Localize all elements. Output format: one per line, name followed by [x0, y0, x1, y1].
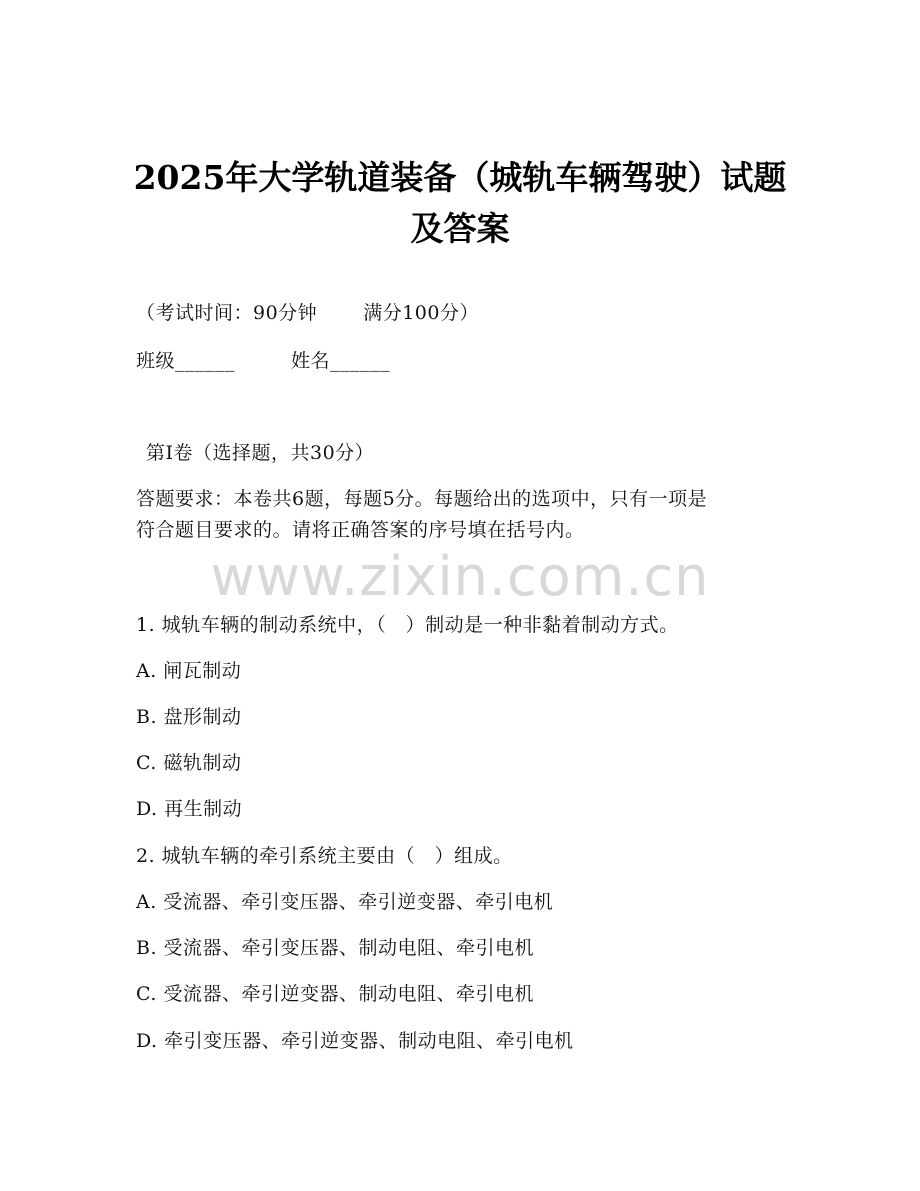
student-info-line [136, 348, 390, 374]
question-option: B. 受流器、牵引变压器、制动电阻、牵引电机 [136, 937, 535, 959]
question-option: D. 再生制动 [136, 798, 243, 820]
exam-time: （考试时间：90分钟 [136, 302, 318, 324]
question-option: C. 受流器、牵引逆变器、制动电阻、牵引电机 [136, 983, 534, 1005]
instructions-line-1: 答题要求：本卷共6题，每题5分。每题给出的选项中，只有一项是 [136, 488, 708, 510]
question-option: C. 磁轨制动 [136, 752, 242, 774]
class-field-label: 班级______ [136, 350, 236, 372]
full-score: 满分100分） [363, 302, 479, 324]
name-field-label: 姓名______ [291, 350, 391, 372]
question-option: D. 牵引变压器、牵引逆变器、制动电阻、牵引电机 [136, 1030, 574, 1052]
question-option: A. 闸瓦制动 [136, 660, 242, 682]
section-title: 第I卷（选择题，共30分） [146, 442, 375, 464]
document-title-line-1: 2025年大学轨道装备（城轨车辆驾驶）试题 [133, 158, 787, 197]
instructions-line-2: 符合题目要求的。请将正确答案的序号填在括号内。 [136, 519, 585, 541]
exam-info-line [136, 300, 479, 326]
question-stem: 2. 城轨车辆的牵引系统主要由（ ）组成。 [136, 845, 513, 867]
question-option: A. 受流器、牵引变压器、牵引逆变器、牵引电机 [136, 891, 554, 913]
watermark: www.zixin.com.cn [210, 545, 710, 608]
document-title-line-2: 及答案 [410, 209, 510, 248]
question-option: B. 盘形制动 [136, 706, 242, 728]
question-stem: 1. 城轨车辆的制动系统中，（ ）制动是一种非黏着制动方式。 [136, 614, 679, 636]
